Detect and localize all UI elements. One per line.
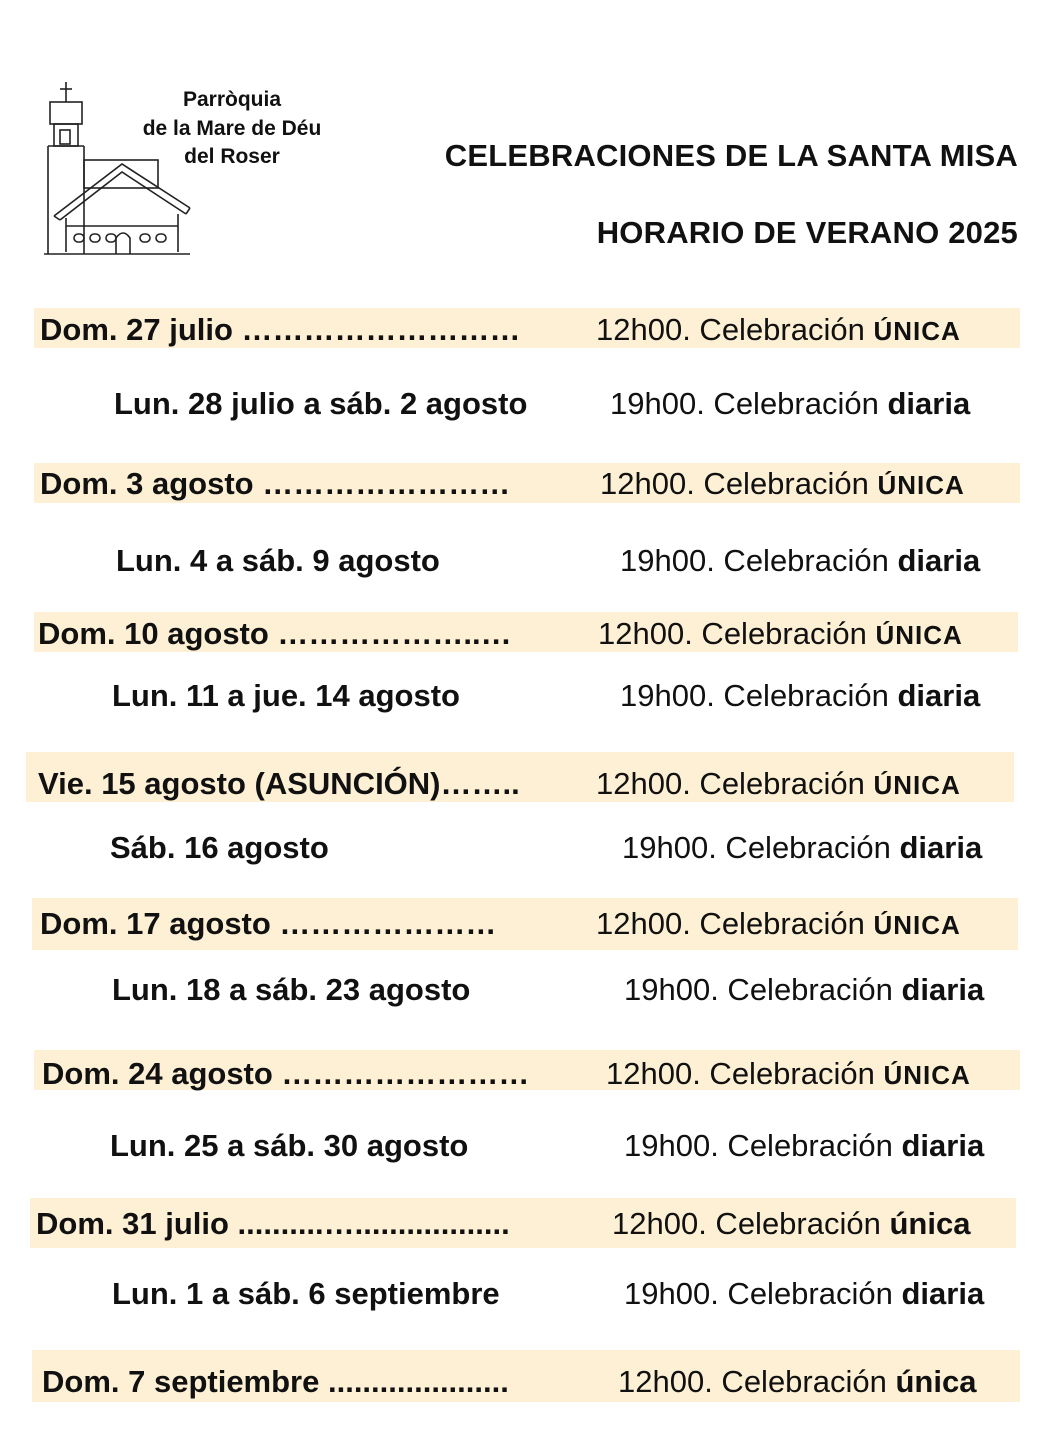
schedule-kind: diaria — [897, 543, 981, 578]
schedule-kind: ÚNICA — [883, 1060, 971, 1090]
schedule-time — [622, 828, 982, 868]
schedule-date: Lun. 11 a jue. 14 agosto — [112, 678, 460, 713]
schedule-time-text: 19h00. Celebración — [624, 972, 893, 1007]
schedule-kind: diaria — [901, 1276, 985, 1311]
parish-name — [118, 86, 346, 172]
schedule-date: Dom. 24 agosto …………………… — [42, 1056, 530, 1091]
schedule-kind: ÚNICA — [875, 620, 963, 650]
schedule-date: Lun. 18 a sáb. 23 agosto — [112, 972, 471, 1007]
schedule-time-text: 12h00. Celebración — [596, 312, 865, 347]
schedule-time — [606, 1054, 971, 1095]
schedule-time-text: 19h00. Celebración — [624, 1276, 893, 1311]
schedule-kind: diaria — [887, 386, 971, 421]
schedule-date: Dom. 31 julio ..........….................. — [36, 1206, 510, 1241]
schedule-time — [612, 1204, 970, 1244]
schedule-date: Dom. 7 septiembre ..................... — [42, 1364, 509, 1399]
schedule-time-text: 19h00. Celebración — [610, 386, 879, 421]
schedule-date: Dom. 27 julio ……………………… — [40, 312, 521, 347]
schedule-row — [0, 384, 1044, 424]
schedule-row — [0, 1362, 1044, 1402]
schedule-time — [624, 1274, 984, 1314]
schedule-time-text: 12h00. Celebración — [600, 466, 869, 501]
schedule-time-text: 19h00. Celebración — [620, 543, 889, 578]
schedule-time — [624, 970, 984, 1010]
schedule-kind: ÚNICA — [877, 470, 965, 500]
schedule-time — [596, 904, 961, 945]
schedule-date: Dom. 17 agosto ………………… — [40, 906, 497, 941]
schedule-time — [620, 541, 980, 581]
schedule-row — [0, 464, 1044, 504]
schedule-time-text: 12h00. Celebración — [596, 906, 865, 941]
schedule-row — [0, 828, 1044, 868]
schedule-time-text: 19h00. Celebración — [620, 678, 889, 713]
schedule-row — [0, 541, 1044, 581]
schedule-row — [0, 676, 1044, 716]
schedule-date: Dom. 3 agosto …………………… — [40, 466, 511, 501]
schedule-row — [0, 764, 1044, 804]
schedule-time-text: 12h00. Celebración — [612, 1206, 881, 1241]
schedule-time-text: 12h00. Celebración — [618, 1364, 887, 1399]
page-subtitle: HORARIO DE VERANO 2025 — [596, 215, 1018, 250]
parish-name-line2: de la Mare de Déu — [142, 116, 322, 140]
schedule-row — [0, 310, 1044, 350]
schedule-time-text: 19h00. Celebración — [624, 1128, 893, 1163]
schedule-time-text: 12h00. Celebración — [606, 1056, 875, 1091]
schedule-time — [618, 1362, 976, 1402]
schedule-kind: diaria — [899, 830, 983, 865]
schedule-date: Vie. 15 agosto (ASUNCIÓN)…….. — [38, 766, 520, 801]
schedule-date: Lun. 1 a sáb. 6 septiembre — [112, 1276, 500, 1311]
schedule-time — [600, 464, 965, 505]
schedule-row — [0, 1274, 1044, 1314]
schedule-time — [610, 384, 970, 424]
schedule-row — [0, 614, 1044, 654]
schedule-row — [0, 1126, 1044, 1166]
page-title: CELEBRACIONES DE LA SANTA MISA — [444, 138, 1018, 173]
parish-name-line3: del Roser — [184, 145, 280, 168]
schedule-kind: diaria — [897, 678, 981, 713]
schedule-time-text: 19h00. Celebración — [622, 830, 891, 865]
schedule-kind: ÚNICA — [873, 316, 961, 346]
schedule-time-text: 12h00. Celebración — [596, 766, 865, 801]
schedule-time — [598, 614, 963, 655]
schedule-date: Dom. 10 agosto ………………..… — [38, 616, 512, 651]
schedule-row — [0, 904, 1044, 944]
schedule-kind: diaria — [901, 972, 985, 1007]
schedule-row — [0, 1204, 1044, 1244]
schedule-time — [596, 764, 961, 805]
schedule-date: Lun. 4 a sáb. 9 agosto — [116, 543, 440, 578]
schedule-kind: ÚNICA — [873, 770, 961, 800]
schedule-date: Lun. 28 julio a sáb. 2 agosto — [114, 386, 528, 421]
schedule-date: Sáb. 16 agosto — [110, 830, 329, 865]
schedule-kind: única — [895, 1364, 977, 1399]
schedule-time-text: 12h00. Celebración — [598, 616, 867, 651]
schedule-time — [620, 676, 980, 716]
schedule-time — [624, 1126, 984, 1166]
schedule-row — [0, 1054, 1044, 1094]
schedule-kind: diaria — [901, 1128, 985, 1163]
parish-name-line1: Parròquia — [182, 88, 282, 111]
schedule-kind: única — [889, 1206, 971, 1241]
schedule-kind: ÚNICA — [873, 910, 961, 940]
schedule-row — [0, 970, 1044, 1010]
schedule-date: Lun. 25 a sáb. 30 agosto — [110, 1128, 469, 1163]
schedule-time — [596, 310, 961, 351]
